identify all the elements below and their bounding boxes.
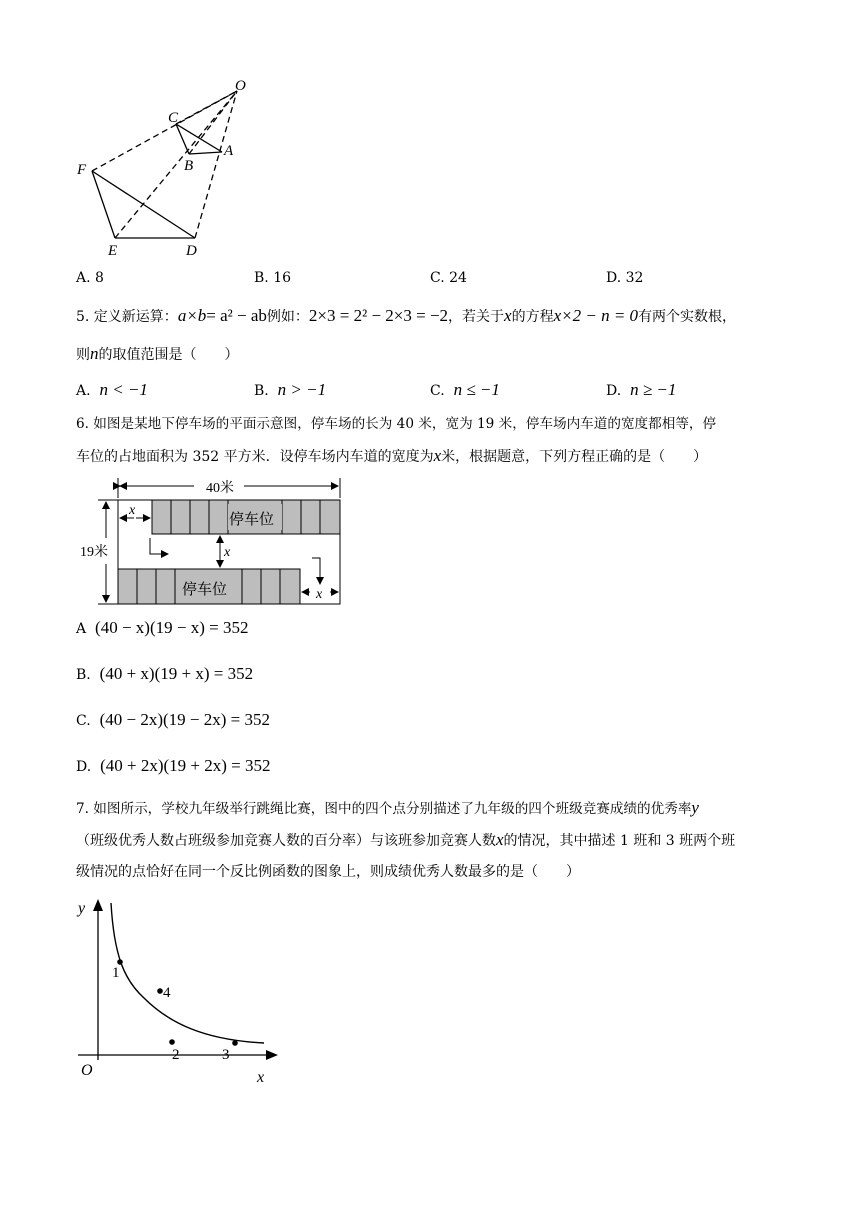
q4-option-d[interactable]: D. 32 (606, 270, 644, 286)
q7-line2b: 的情况，其中描述 1 班和 3 班两个班 (503, 833, 736, 849)
q5-option-a[interactable] (76, 380, 148, 400)
option-label: D. (606, 383, 622, 399)
q6-parking-figure (76, 472, 348, 612)
q5-stem-line1 (76, 306, 736, 327)
q5-line2-suffix: 的取值范围是（ ） (98, 347, 239, 363)
x-label-top: x (129, 503, 136, 518)
q4-option-c[interactable]: C. 24 (430, 270, 467, 286)
q7-var-y: y (691, 798, 699, 817)
length-label: 40米 (206, 481, 234, 496)
point-label-d: D (186, 243, 197, 259)
q6-option-c[interactable] (76, 710, 270, 730)
parking-label-bottom: 停车位 (182, 582, 228, 598)
q5-stem-line2 (76, 344, 239, 365)
q7-line2a: （班级优秀人数占班级参加竞赛人数的百分率）与该班参加竞赛人数 (76, 833, 496, 849)
q7-stem-line2 (76, 830, 735, 851)
q4-option-a[interactable]: A. 8 (76, 270, 104, 286)
option-label: C. (430, 383, 445, 399)
x-label-bottom: x (316, 587, 323, 602)
q7-graph (74, 895, 284, 1090)
option-value: n > −1 (277, 380, 327, 399)
q6-var-x: x (433, 446, 442, 465)
point-label-c: C (168, 110, 179, 126)
q5-option-d[interactable] (606, 380, 676, 400)
x-label-middle: x (224, 545, 231, 560)
q7-stem-line1 (76, 798, 699, 819)
q6-stem-line2 (76, 446, 707, 467)
q5-def-rhs: = a² − ab (206, 306, 267, 325)
q5-def-lhs: a×b (177, 306, 207, 325)
option-value: n < −1 (99, 380, 148, 399)
q6-line2a: 车位的占地面积为 352 平方米．设停车场内车道的宽度为 (76, 449, 434, 465)
q4-option-b[interactable]: B. 16 (254, 270, 292, 286)
q6-line2b: 米，根据题意，下列方程正确的是（ ） (441, 449, 708, 465)
q5-prefix: 5. 定义新运算： (76, 309, 178, 325)
q7-var-x: x (496, 830, 504, 849)
q4-geometry-figure (70, 78, 270, 264)
q6-option-d[interactable] (76, 756, 271, 776)
option-value: (40 − 2x)(19 − 2x) = 352 (99, 710, 270, 729)
q7-line1a: 7. 如图所示，学校九年级举行跳绳比赛，图中的四个点分别描述了九年级的四个班级竞赛成绩的优秀率 (76, 801, 692, 817)
q5-var-x: x (504, 306, 512, 325)
option-value: (40 + 2x)(19 + 2x) = 352 (100, 756, 271, 775)
q7-stem-line3: 级情况的点恰好在同一个反比例函数的图象上，则成绩优秀人数最多的是（ ） (76, 864, 580, 880)
option-label: B. (76, 667, 91, 683)
point-label-o: O (235, 78, 246, 94)
q5-line2-prefix: 则 (76, 347, 90, 363)
option-label: D. (76, 759, 92, 775)
point-label-a: A (224, 143, 234, 159)
q5-cond1: ，若关于 (448, 309, 505, 325)
q5-cond3: 有两个实数根， (638, 309, 737, 325)
q6-option-a[interactable] (76, 618, 248, 638)
q5-example-label: 例如： (266, 309, 309, 325)
option-label: C. (76, 713, 91, 729)
origin-label: O (81, 1062, 93, 1079)
y-axis-label: y (78, 900, 86, 917)
q5-option-c[interactable] (430, 380, 500, 400)
option-value: (40 − x)(19 − x) = 352 (95, 618, 249, 637)
point-3-label: 3 (222, 1047, 230, 1063)
q5-example: 2×3 = 2² − 2×3 = −2 (308, 306, 449, 325)
option-label: B. (254, 383, 269, 399)
option-value: (40 + x)(19 + x) = 352 (99, 664, 254, 683)
parking-label-top: 停车位 (229, 512, 275, 528)
option-label: A (76, 621, 87, 637)
q6-stem-line1: 6. 如图是某地下停车场的平面示意图，停车场的长为 40 米，宽为 19 米，停车场内车道的宽度都相等，停 (76, 416, 717, 432)
width-label: 19米 (80, 545, 108, 560)
x-axis-label: x (257, 1069, 265, 1086)
q5-var-n: n (90, 344, 99, 363)
point-2-label: 2 (172, 1047, 180, 1063)
point-1-label: 1 (112, 965, 120, 981)
point-4-label: 4 (163, 985, 171, 1001)
point-label-f: F (77, 162, 87, 178)
option-label: A. (76, 383, 91, 399)
q5-cond2: 的方程 (511, 309, 554, 325)
point-label-e: E (108, 243, 118, 259)
point-label-b: B (184, 158, 194, 174)
option-value: n ≤ −1 (453, 380, 500, 399)
option-value: n ≥ −1 (630, 380, 677, 399)
q5-equation: x×2 − n = 0 (553, 306, 639, 325)
q5-option-b[interactable] (254, 380, 326, 400)
q6-option-b[interactable] (76, 664, 253, 684)
